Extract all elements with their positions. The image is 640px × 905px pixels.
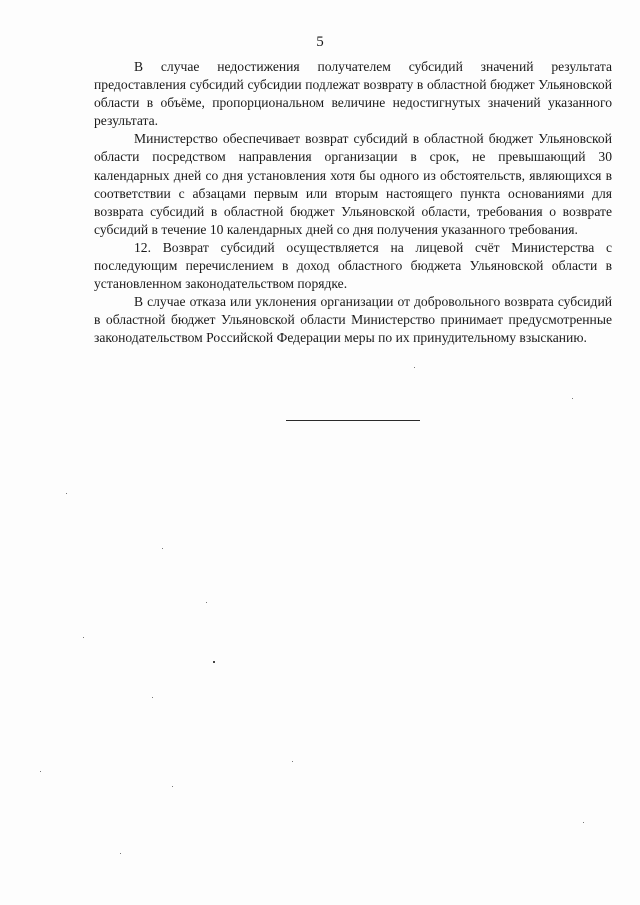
scan-speck	[572, 398, 573, 399]
paragraph-item-12: 12. Возврат субсидий осуществляется на лицевой счёт Министерства с последующим перечислением в доход областного бюджета Ульяновской области в установленном законодательством порядке.	[94, 239, 612, 292]
scan-speck	[152, 697, 153, 698]
paragraph-ministry-return-procedure: Министерство обеспечивает возврат субсидий в областной бюджет Ульяновской области посредством направления организации в срок, не превышающий 30 календарных дней со дня установления хотя бы одного из обстоятельств, являющихся в соответствии с абзацами первым или вторым настоящего пункта основаниями для возврата субсидий в областной бюджет Ульяновской области, требования о возврате субсидий в течение 10 календарных дней со дня получения указанного требования.	[94, 131, 612, 237]
scan-speck	[292, 761, 293, 762]
scan-speck	[213, 661, 215, 663]
document-body	[94, 58, 612, 348]
scan-speck	[172, 786, 173, 787]
scan-speck	[414, 367, 415, 368]
paragraph-enforced-collection: В случае отказа или уклонения организации от добровольного возврата субсидий в областной бюджет Ульяновской области Министерство принимает предусмотренные законодательством Российской Федерации меры по их принудительному взысканию.	[94, 294, 612, 346]
paragraph-return-conditions: В случае недостижения получателем субсидий значений результата предоставления субсидий субсидии подлежат возврату в областной бюджет Ульяновской области в объёме, пропорциональном величине недостигнутых значений указанного результата.	[94, 59, 612, 129]
page-number: 5	[316, 34, 324, 50]
scan-speck	[83, 637, 84, 638]
scan-speck	[66, 493, 67, 494]
scan-speck	[120, 853, 121, 854]
end-separator-line	[286, 420, 420, 421]
scan-speck	[583, 822, 584, 823]
scan-speck	[40, 771, 41, 772]
scan-speck	[162, 548, 163, 549]
scan-speck	[206, 602, 207, 603]
